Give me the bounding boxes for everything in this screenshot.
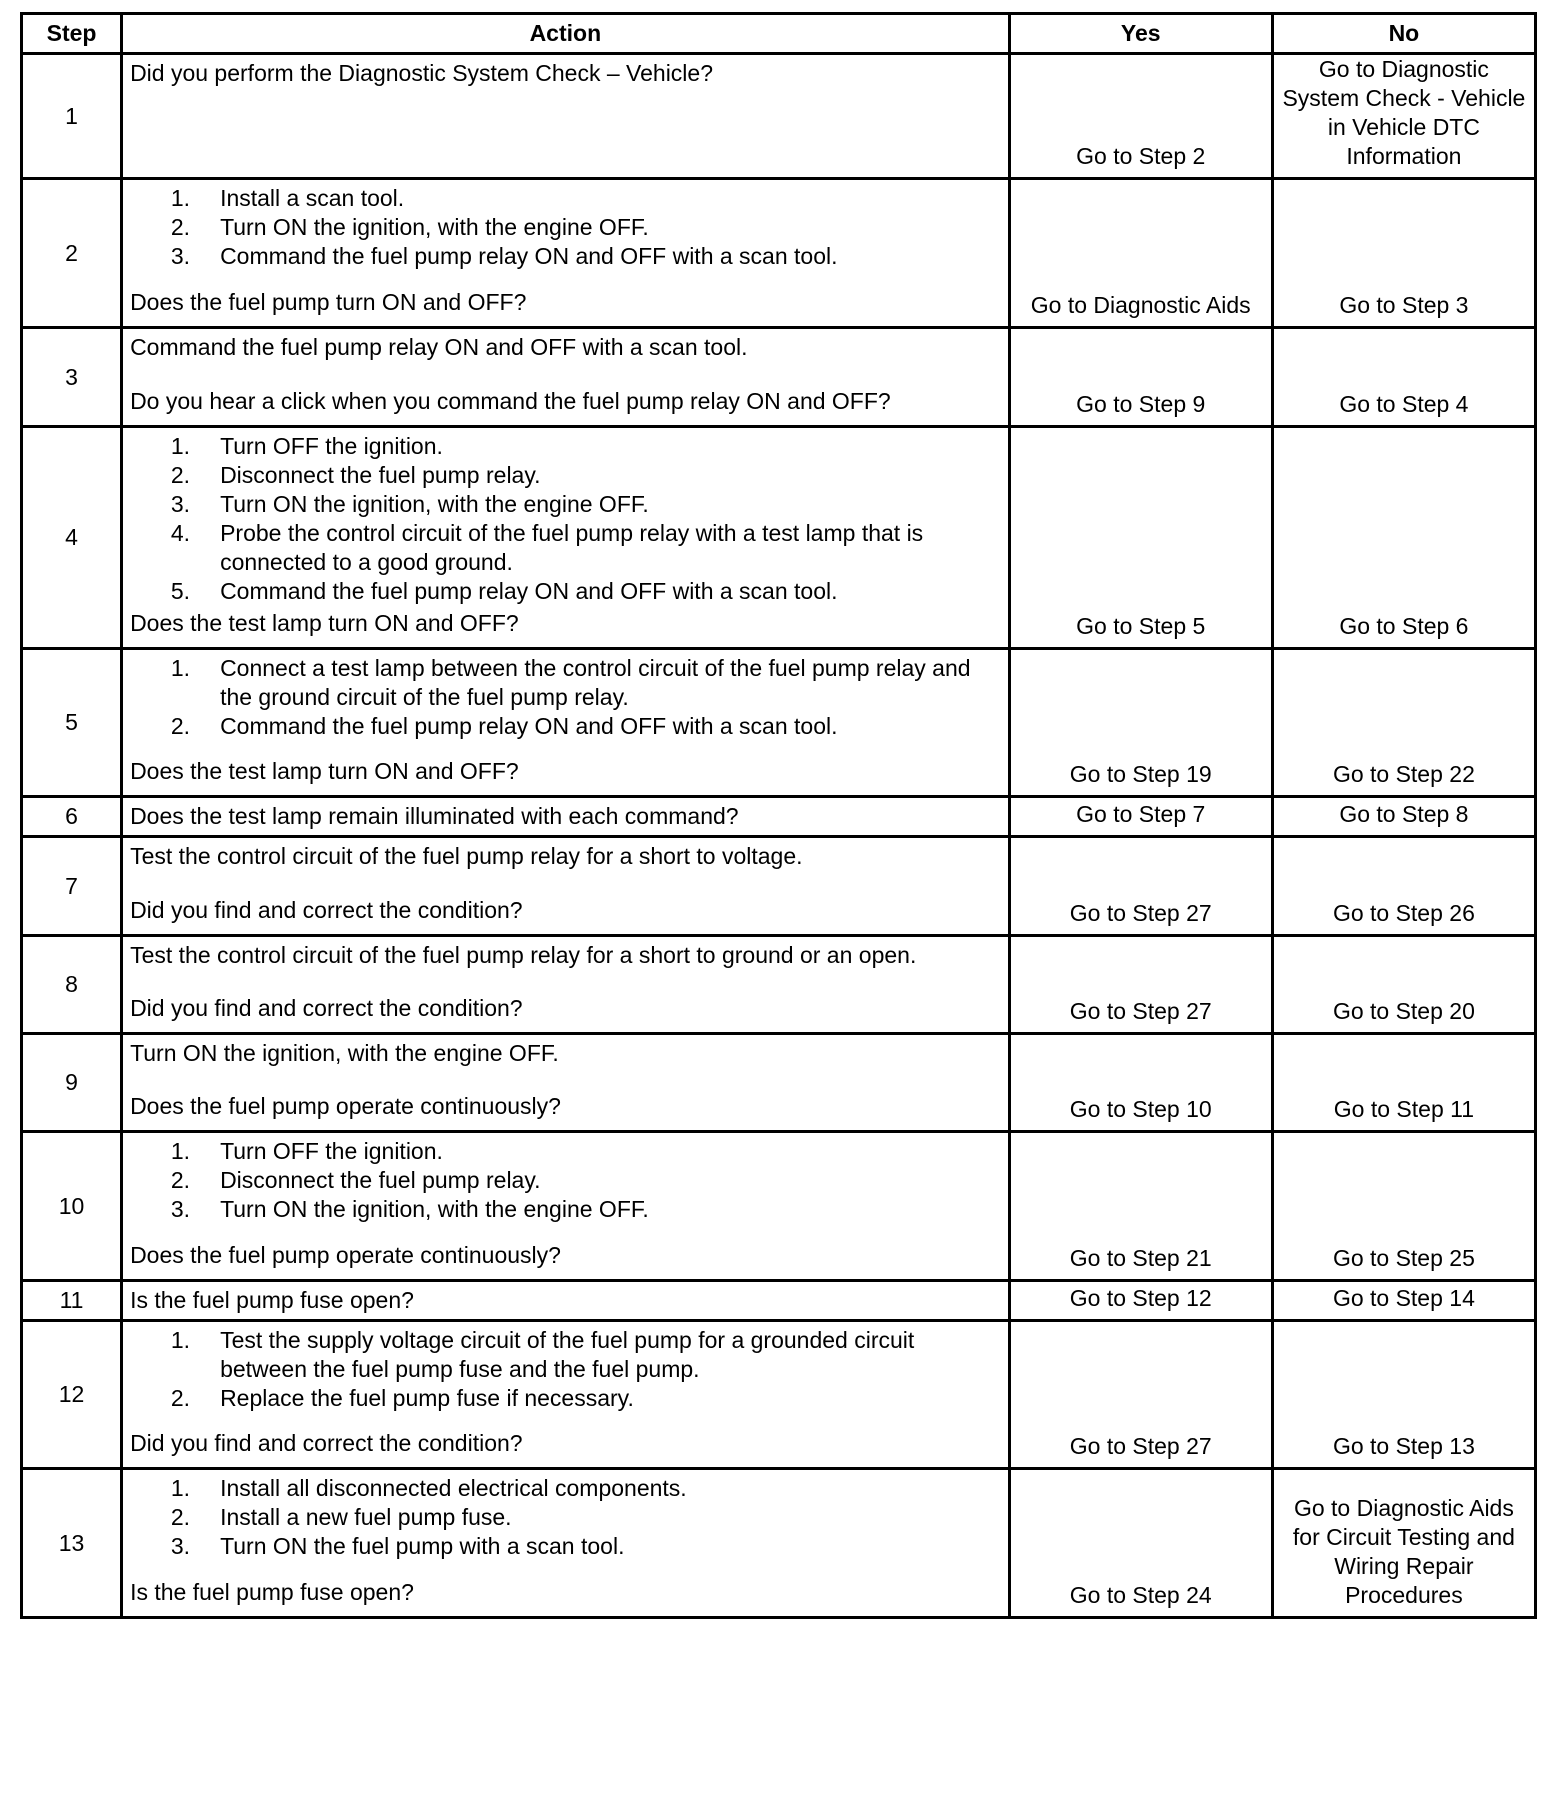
action-step-item: [130, 1166, 1002, 1195]
yes-result: Go to Step 27: [1009, 1321, 1272, 1469]
table-row: [22, 179, 1536, 328]
yes-result: Go to Step 12: [1009, 1281, 1272, 1321]
action-steps-list: [130, 654, 1002, 741]
no-result: Go to Step 26: [1272, 837, 1535, 936]
action-step-item: [130, 577, 1002, 606]
action-step-number: 1.: [170, 1138, 191, 1164]
header-no: No: [1272, 14, 1535, 54]
no-result: Go to Step 11: [1272, 1034, 1535, 1132]
action-step-text: Turn OFF the ignition.: [220, 1138, 443, 1164]
action-step-item: [130, 490, 1002, 519]
step-number: 9: [22, 1034, 122, 1132]
action-step-text: Turn ON the ignition, with the engine OFF.: [220, 214, 649, 240]
action-steps-list: [130, 1137, 1002, 1224]
table-row: [22, 837, 1536, 936]
yes-result: Go to Step 27: [1009, 837, 1272, 936]
table-row: [22, 427, 1536, 649]
action-step-number: 2.: [170, 713, 191, 739]
action-cell: [122, 797, 1010, 837]
action-step-item: [130, 1137, 1002, 1166]
step-number: 13: [22, 1469, 122, 1618]
action-step-number: 3.: [170, 243, 191, 269]
action-step-item: [130, 461, 1002, 490]
action-step-number: 3.: [170, 491, 191, 517]
step-number: 1: [22, 54, 122, 179]
action-step-text: Turn ON the ignition, with the engine OFF.: [220, 491, 649, 517]
table-row: [22, 328, 1536, 427]
action-step-item: [130, 1474, 1002, 1503]
action-step-text: Turn OFF the ignition.: [220, 433, 443, 459]
table-row: [22, 649, 1536, 797]
table-row: [22, 1132, 1536, 1281]
action-step-number: 5.: [170, 578, 191, 604]
action-step-text: Disconnect the fuel pump relay.: [220, 1167, 541, 1193]
action-step-number: 1.: [170, 185, 191, 211]
action-step-item: [130, 1195, 1002, 1224]
step-number: 7: [22, 837, 122, 936]
action-question: Does the fuel pump operate continuously?: [130, 1093, 561, 1119]
yes-result: Go to Step 7: [1009, 797, 1272, 837]
action-cell: [122, 1469, 1010, 1618]
action-question: Did you find and correct the condition?: [130, 1430, 523, 1456]
action-step-item: [130, 242, 1002, 271]
action-steps-list: [130, 1326, 1002, 1413]
action-step-number: 1.: [170, 655, 191, 681]
action-cell: [122, 54, 1010, 179]
action-step-item: [130, 1326, 1002, 1384]
header-row: [22, 14, 1536, 54]
no-result: Go to Step 13: [1272, 1321, 1535, 1469]
action-question: Did you find and correct the condition?: [130, 995, 523, 1021]
action-step-item: [130, 654, 1002, 712]
action-steps-list: [130, 432, 1002, 606]
action-cell: [122, 936, 1010, 1034]
step-number: 2: [22, 179, 122, 328]
action-step-text: Install all disconnected electrical components.: [220, 1475, 687, 1501]
yes-result: Go to Step 5: [1009, 427, 1272, 649]
step-number: 3: [22, 328, 122, 427]
header-step: Step: [22, 14, 122, 54]
action-step-text: Install a scan tool.: [220, 185, 405, 211]
action-instruction: Turn ON the ignition, with the engine OFF.: [130, 1040, 559, 1066]
action-question: Does the fuel pump operate continuously?: [130, 1242, 561, 1268]
action-step-text: Turn ON the fuel pump with a scan tool.: [220, 1533, 625, 1559]
action-step-text: Command the fuel pump relay ON and OFF with a scan tool.: [220, 578, 838, 604]
table-row: [22, 54, 1536, 179]
no-result: Go to Step 20: [1272, 936, 1535, 1034]
action-step-item: [130, 213, 1002, 242]
action-steps-list: [130, 1474, 1002, 1561]
action-instruction: Command the fuel pump relay ON and OFF with a scan tool.: [130, 334, 748, 360]
action-step-number: 2.: [170, 214, 191, 240]
action-step-number: 1.: [170, 1327, 191, 1353]
no-result: Go to Step 14: [1272, 1281, 1535, 1321]
action-step-text: Command the fuel pump relay ON and OFF with a scan tool.: [220, 243, 838, 269]
action-cell: [122, 1132, 1010, 1281]
action-step-number: 2.: [170, 462, 191, 488]
step-number: 4: [22, 427, 122, 649]
yes-result: Go to Step 21: [1009, 1132, 1272, 1281]
action-step-text: Probe the control circuit of the fuel pump relay with a test lamp that is connected to a good ground.: [220, 520, 924, 575]
table-row: [22, 936, 1536, 1034]
action-cell: [122, 427, 1010, 649]
step-number: 6: [22, 797, 122, 837]
diagnostic-table: [20, 12, 1537, 1619]
action-step-number: 3.: [170, 1196, 191, 1222]
action-cell: [122, 1321, 1010, 1469]
yes-result: Go to Step 2: [1009, 54, 1272, 179]
table-row: [22, 1321, 1536, 1469]
action-instruction: Is the fuel pump fuse open?: [130, 1287, 414, 1313]
action-step-item: [130, 1384, 1002, 1413]
no-result: Go to Step 22: [1272, 649, 1535, 797]
action-step-number: 4.: [170, 520, 191, 546]
action-cell: [122, 837, 1010, 936]
action-step-number: 2.: [170, 1385, 191, 1411]
table-row: [22, 797, 1536, 837]
action-step-text: Test the supply voltage circuit of the fuel pump for a grounded circuit between the fuel pump fuse and the fuel pump.: [220, 1327, 915, 1382]
yes-result: Go to Step 9: [1009, 328, 1272, 427]
action-instruction: Test the control circuit of the fuel pump relay for a short to ground or an open.: [130, 942, 917, 968]
action-step-text: Replace the fuel pump fuse if necessary.: [220, 1385, 634, 1411]
action-question: Does the fuel pump turn ON and OFF?: [130, 289, 527, 315]
action-instruction: Test the control circuit of the fuel pump relay for a short to voltage.: [130, 843, 803, 869]
action-question: Does the test lamp turn ON and OFF?: [130, 610, 519, 636]
action-step-number: 1.: [170, 1475, 191, 1501]
action-step-text: Disconnect the fuel pump relay.: [220, 462, 541, 488]
action-step-number: 1.: [170, 433, 191, 459]
action-step-item: [130, 1532, 1002, 1561]
no-result: Go to Step 3: [1272, 179, 1535, 328]
yes-result: Go to Step 27: [1009, 936, 1272, 1034]
action-step-number: 3.: [170, 1533, 191, 1559]
action-step-text: Command the fuel pump relay ON and OFF with a scan tool.: [220, 713, 838, 739]
action-step-item: [130, 712, 1002, 741]
table-row: [22, 1469, 1536, 1618]
action-step-text: Turn ON the ignition, with the engine OFF.: [220, 1196, 649, 1222]
action-question: Did you find and correct the condition?: [130, 897, 523, 923]
action-cell: [122, 179, 1010, 328]
step-number: 12: [22, 1321, 122, 1469]
action-question: Is the fuel pump fuse open?: [130, 1579, 414, 1605]
step-number: 8: [22, 936, 122, 1034]
action-cell: [122, 649, 1010, 797]
table-row: [22, 1034, 1536, 1132]
step-number: 5: [22, 649, 122, 797]
action-steps-list: [130, 184, 1002, 271]
action-question: Do you hear a click when you command the fuel pump relay ON and OFF?: [130, 388, 891, 414]
action-cell: [122, 1034, 1010, 1132]
action-instruction: Did you perform the Diagnostic System Check – Vehicle?: [130, 60, 714, 86]
action-step-number: 2.: [170, 1167, 191, 1193]
yes-result: Go to Step 10: [1009, 1034, 1272, 1132]
header-yes: Yes: [1009, 14, 1272, 54]
step-number: 11: [22, 1281, 122, 1321]
action-step-item: [130, 184, 1002, 213]
yes-result: Go to Step 24: [1009, 1469, 1272, 1618]
no-result: Go to Diagnostic Aids for Circuit Testing and Wiring Repair Procedures: [1272, 1469, 1535, 1618]
yes-result: Go to Diagnostic Aids: [1009, 179, 1272, 328]
action-step-item: [130, 1503, 1002, 1532]
action-instruction: Does the test lamp remain illuminated with each command?: [130, 803, 739, 829]
yes-result: Go to Step 19: [1009, 649, 1272, 797]
table-row: [22, 1281, 1536, 1321]
action-question: Does the test lamp turn ON and OFF?: [130, 758, 519, 784]
header-action: Action: [122, 14, 1010, 54]
no-result: Go to Step 25: [1272, 1132, 1535, 1281]
action-step-item: [130, 519, 1002, 577]
action-step-text: Install a new fuel pump fuse.: [220, 1504, 512, 1530]
action-step-number: 2.: [170, 1504, 191, 1530]
action-cell: [122, 328, 1010, 427]
action-step-item: [130, 432, 1002, 461]
step-number: 10: [22, 1132, 122, 1281]
no-result: Go to Diagnostic System Check - Vehicle in Vehicle DTC Information: [1272, 54, 1535, 179]
no-result: Go to Step 6: [1272, 427, 1535, 649]
action-step-text: Connect a test lamp between the control circuit of the fuel pump relay and the ground circuit of the fuel pump relay.: [220, 655, 971, 710]
no-result: Go to Step 4: [1272, 328, 1535, 427]
no-result: Go to Step 8: [1272, 797, 1535, 837]
action-cell: [122, 1281, 1010, 1321]
